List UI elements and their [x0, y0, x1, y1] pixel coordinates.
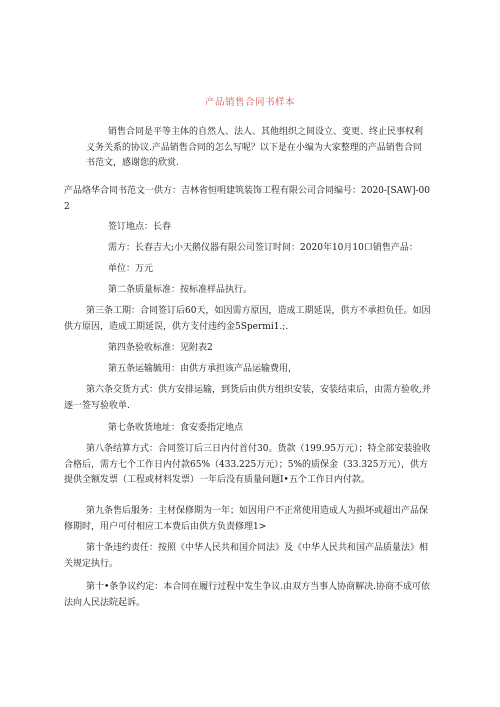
paragraph-clause-8 [64, 442, 434, 489]
paragraph-line: 第十•条争议约定：本合同在履行过程中发生争议.由双方当事人协商解决. [86, 582, 377, 592]
paragraph-sign-location [86, 220, 424, 236]
paragraph-line: 单位：万元 [108, 264, 154, 274]
paragraph-supplier [64, 184, 434, 215]
document-title: 产品销售合同书样本 [204, 97, 295, 108]
paragraph-clause-10 [64, 541, 434, 572]
paragraph-clause-6 [64, 383, 434, 414]
paragraph-line: 签订地点：长春 [108, 222, 172, 232]
paragraph-line: 第二条质量标准：按标准样品执行。 [108, 285, 253, 295]
paragraph-continuation: 务关系的协议.产品销售合同的怎么写呢？以下是在小编为大家整理的产品销售合同书范文，感谢您的欣赏. [86, 142, 422, 168]
paragraph-line: 第十条违约责任：按照《中华人民共和国介同法》及《中华人民共和国产品质量法》 [86, 543, 420, 553]
paragraph-continuation: 验收合格后，需方七个工作日内付款65%（433.225万元）；5%的质保金（33.325万元），供方提供全额发票（工程或材料发票）一年后没有质量问题I•五个工作日内付款。 [64, 444, 431, 485]
paragraph-continuation: 协商不成可依法向人民法院起诉。 [64, 582, 431, 608]
paragraph-continuation: 品保修期时，用户可付相应工本费后由供方负责修理1> [64, 506, 429, 532]
paragraph-line: 销售合同是平等主体的自然人、法人、其他组织之间设立、变更、终止民事权利义 [86, 127, 424, 153]
paragraph-continuation: 产品烙华合同书范文一供方：吉林省恒明建筑装饰工程有限公司合同编号：2020-[SAW]-002 [64, 186, 431, 212]
paragraph-clause-3 [64, 304, 434, 335]
paragraph-line: 第九条售后服务：主材保修期为一年；如因用户不正常使用造成人为损坏或超出产 [86, 506, 411, 516]
paragraph-clause-5 [86, 362, 424, 378]
paragraph-buyer [86, 241, 424, 257]
paragraph-line: 第五条运输毓用：由供方承担该产品运输费用， [108, 364, 298, 374]
paragraph-continuation: 相关规定执行。 [64, 543, 429, 569]
paragraph-clause-4 [86, 341, 424, 357]
paragraph-clause-9 [64, 504, 434, 535]
paragraph-clause-11 [64, 580, 434, 611]
paragraph-clause-2 [86, 283, 424, 299]
paragraph-line: 第六条交货方式：供方安排运输，到货后由供方组织安装，安装结束后，由需方验 [86, 385, 411, 395]
paragraph-clause-7 [86, 421, 424, 437]
paragraph-unit [86, 262, 424, 278]
paragraph-intro [86, 125, 424, 172]
paragraph-line: 需方：长春吉大;小天鹅仪器有限公司签订时间：2020年10月10口销售产品： [108, 243, 418, 253]
paragraph-line: 第三条工期：合同签订后60天，如因需方原因，造成工期延误，供方不承担负任。 [86, 306, 413, 316]
paragraph-continuation: 如因供方原因，造成工期延误，供方支付违约金5Spermi1.;. [64, 306, 431, 332]
paragraph-line: 第八条结算方式：合同签订后三日内付首付30。货款（199.95万元）；特全部安装 [86, 444, 413, 454]
paragraph-line: 第七条收货地址：食安委指定地点 [108, 423, 244, 433]
paragraph-continuation: 收,并逐一签写验收单. [64, 385, 431, 411]
paragraph-line: 第四条验收标准：见附表2 [108, 343, 213, 353]
